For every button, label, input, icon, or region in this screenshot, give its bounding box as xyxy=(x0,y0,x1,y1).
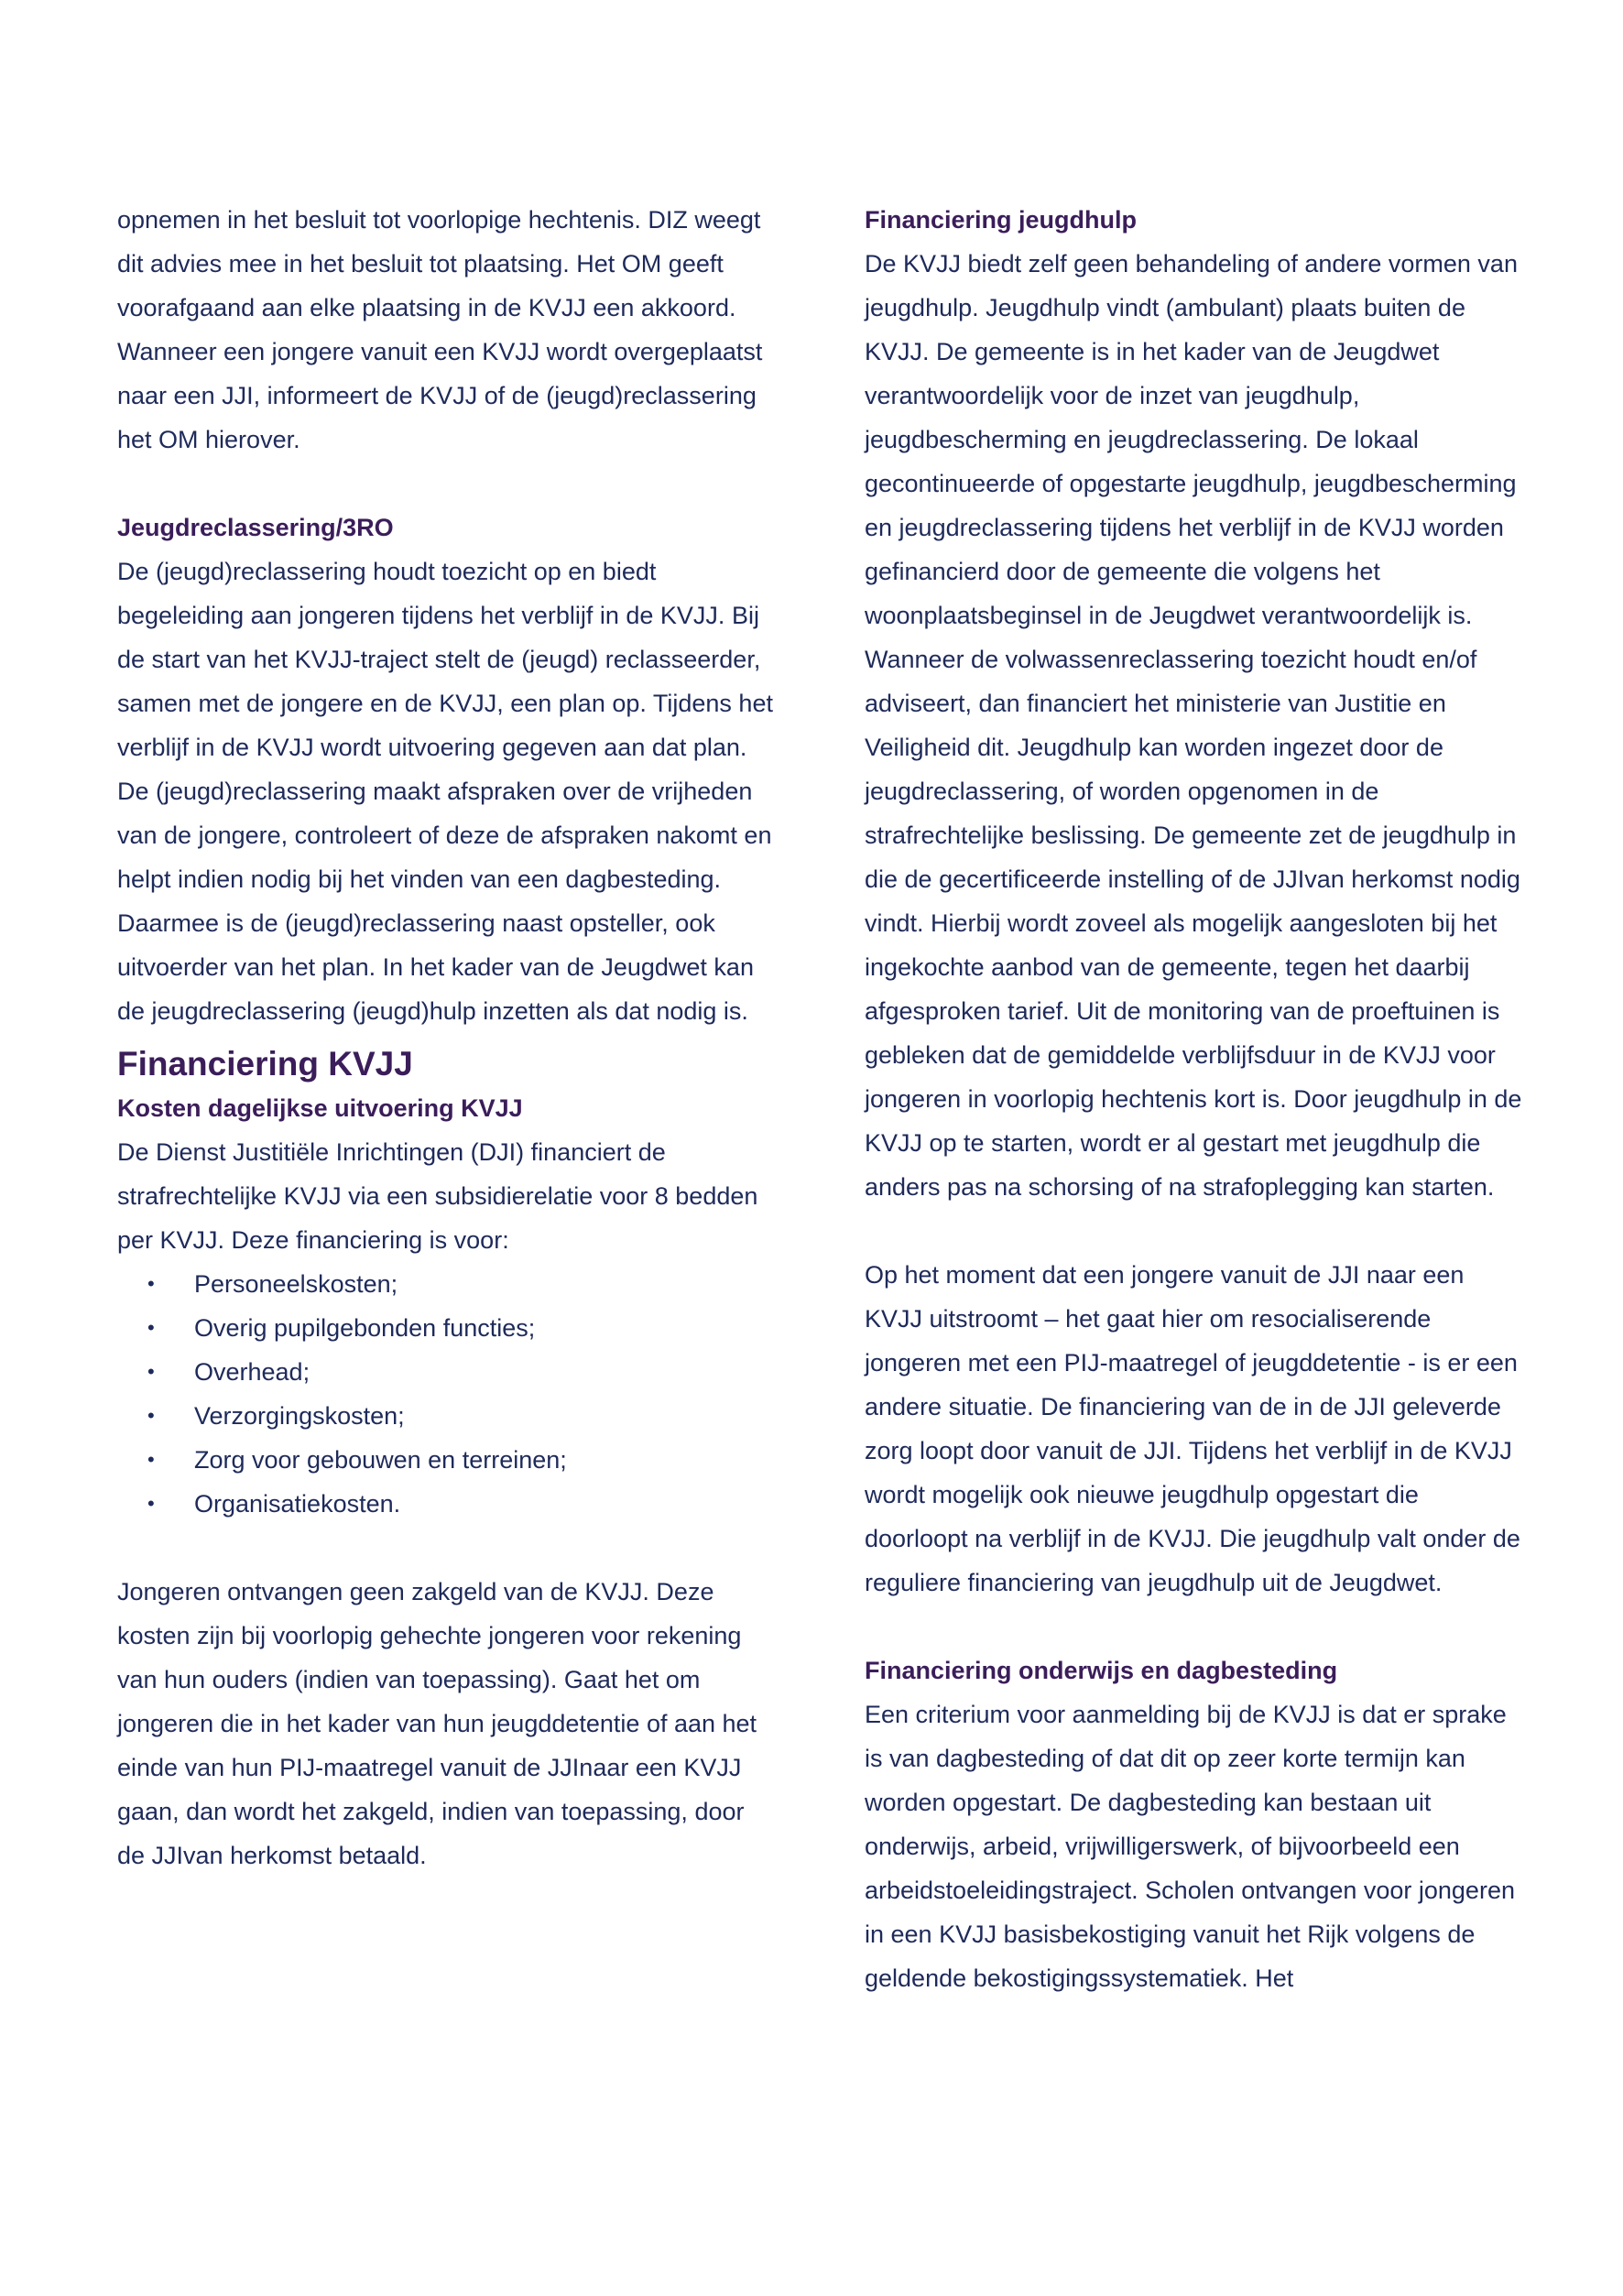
bullet-icon: • xyxy=(147,1448,155,1471)
list-item-text: Organisatiekosten. xyxy=(194,1490,401,1518)
uitstroom-paragraph: Op het moment dat een jongere vanuit de JJI naar een KVJJ uitstroomt – het gaat hier om resocialiserende jongeren met een PIJ-maatregel of jeugddetentie - is er een andere situatie. De financiering van de in de JJI geleverde zorg loopt door vanuit de JJI. Tijdens het verblijf in de KVJJ wordt mogelijk ook nieuwe jeugdhulp opgestart die doorloopt na verblijf in de KVJJ. Die jeugdhulp valt onder de reguliere financiering van jeugdhulp uit de Jeugdwet. xyxy=(865,1261,1520,1596)
jeugdreclassering-heading: Jeugdreclassering/3RO xyxy=(117,514,394,541)
kosten-heading: Kosten dagelijkse uitvoering KVJJ xyxy=(117,1094,523,1122)
jeugdreclassering-paragraph: De (jeugd)reclassering houdt toezicht op en biedt begeleiding aan jongeren tijdens het verblijf in de KVJJ. Bij de start van het KVJJ-traject stelt de (jeugd) reclasseerder, samen met de jongere en de KVJJ, een plan op. Tijdens het verblijf in de KVJJ wordt uitvoering gegeven aan dat plan. De (jeugd)reclassering maakt afspraken over de vrijheden van de jongere, controleert of deze de afspraken nakomt en helpt indien nodig bij het vinden van een dagbesteding. Daarmee is de (jeugd)reclassering naast opsteller, ook uitvoerder van het plan. In het kader van de Jeugdwet kan de jeugdreclassering (jeugd)hulp inzetten als dat nodig is. xyxy=(117,558,773,1025)
left-column xyxy=(117,198,777,1877)
list-item-text: Overhead; xyxy=(194,1358,310,1386)
list-item-text: Verzorgingskosten; xyxy=(194,1402,405,1430)
list-item xyxy=(117,1306,777,1350)
list-item xyxy=(117,1394,777,1438)
bullet-icon: • xyxy=(147,1404,155,1427)
right-column xyxy=(865,198,1524,2000)
bullet-icon: • xyxy=(147,1316,155,1339)
list-item-text: Overig pupilgebonden functies; xyxy=(194,1314,536,1342)
kosten-paragraph: De Dienst Justitiële Inrichtingen (DJI) financiert de strafrechtelijke KVJJ via een subsidierelatie voor 8 bedden per KVJJ. Deze financiering is voor: xyxy=(117,1138,758,1254)
bullet-icon: • xyxy=(147,1272,155,1295)
list-item xyxy=(117,1438,777,1482)
list-item-text: Zorg voor gebouwen en terreinen; xyxy=(194,1446,567,1474)
bullet-icon: • xyxy=(147,1492,155,1515)
kosten-bullet-list xyxy=(117,1262,777,1526)
onderwijs-heading: Financiering onderwijs en dagbesteding xyxy=(865,1657,1338,1684)
spacer xyxy=(865,1209,1524,1253)
spacer xyxy=(117,462,777,506)
spacer xyxy=(117,1526,777,1570)
bullet-icon: • xyxy=(147,1360,155,1383)
list-item xyxy=(117,1262,777,1306)
financiering-kvjj-heading: Financiering KVJJ xyxy=(117,1045,413,1083)
list-item-text: Personeelskosten; xyxy=(194,1270,398,1298)
list-item xyxy=(117,1350,777,1394)
intro-paragraph: opnemen in het besluit tot voorlopige hechtenis. DIZ weegt dit advies mee in het besluit tot plaatsing. Het OM geeft voorafgaand aan elke plaatsing in de KVJJ een akkoord. Wanneer een jongere vanuit een KVJJ wordt overgeplaatst naar een JJI, informeert de KVJJ of de (jeugd)reclassering het OM hierover. xyxy=(117,206,763,453)
spacer xyxy=(865,1605,1524,1649)
onderwijs-paragraph: Een criterium voor aanmelding bij de KVJJ is dat er sprake is van dagbesteding of dat dit op zeer korte termijn kan worden opgestart. De dagbesteding kan bestaan uit onderwijs, arbeid, vrijwilligerswerk, of bijvoorbeeld een arbeidstoeleidingstraject. Scholen ontvangen voor jongeren in een KVJJ basisbekostiging vanuit het Rijk volgens de geldende bekostigingssystematiek. Het xyxy=(865,1701,1515,1992)
jeugdhulp-heading: Financiering jeugdhulp xyxy=(865,206,1137,234)
list-item xyxy=(117,1482,777,1526)
zakgeld-paragraph: Jongeren ontvangen geen zakgeld van de KVJJ. Deze kosten zijn bij voorlopig gehechte jongeren voor rekening van hun ouders (indien van toepassing). Gaat het om jongeren die in het kader van hun jeugddetentie of aan het einde van hun PIJ-maatregel vanuit de JJInaar een KVJJ gaan, dan wordt het zakgeld, indien van toepassing, door de JJIvan herkomst betaald. xyxy=(117,1578,757,1869)
jeugdhulp-paragraph: De KVJJ biedt zelf geen behandeling of andere vormen van jeugdhulp. Jeugdhulp vindt (ambulant) plaats buiten de KVJJ. De gemeente is in het kader van de Jeugdwet verantwoordelijk voor de inzet van jeugdhulp, jeugdbescherming en jeugdreclassering. De lokaal gecontinueerde of opgestarte jeugdhulp, jeugdbescherming en jeugdreclassering tijdens het verblijf in de KVJJ worden gefinancierd door de gemeente die volgens het woonplaatsbeginsel in de Jeugdwet verantwoordelijk is. Wanneer de volwassenreclassering toezicht houdt en/of adviseert, dan financiert het ministerie van Justitie en Veiligheid dit. Jeugdhulp kan worden ingezet door de jeugdreclassering, of worden opgenomen in de strafrechtelijke beslissing. De gemeente zet de jeugdhulp in die de gecertificeerde instelling of de JJIvan herkomst nodig vindt. Hierbij wordt zoveel als mogelijk aangesloten bij het ingekochte aanbod van de gemeente, tegen het daarbij afgesproken tarief. Uit de monitoring van de proeftuinen is gebleken dat de gemiddelde verblijfsduur in de KVJJ voor jongeren in voorlopig hechtenis kort is. Door jeugdhulp in de KVJJ op te starten, wordt er al gestart met jeugdhulp die anders pas na schorsing of na strafoplegging kan starten. xyxy=(865,250,1522,1201)
